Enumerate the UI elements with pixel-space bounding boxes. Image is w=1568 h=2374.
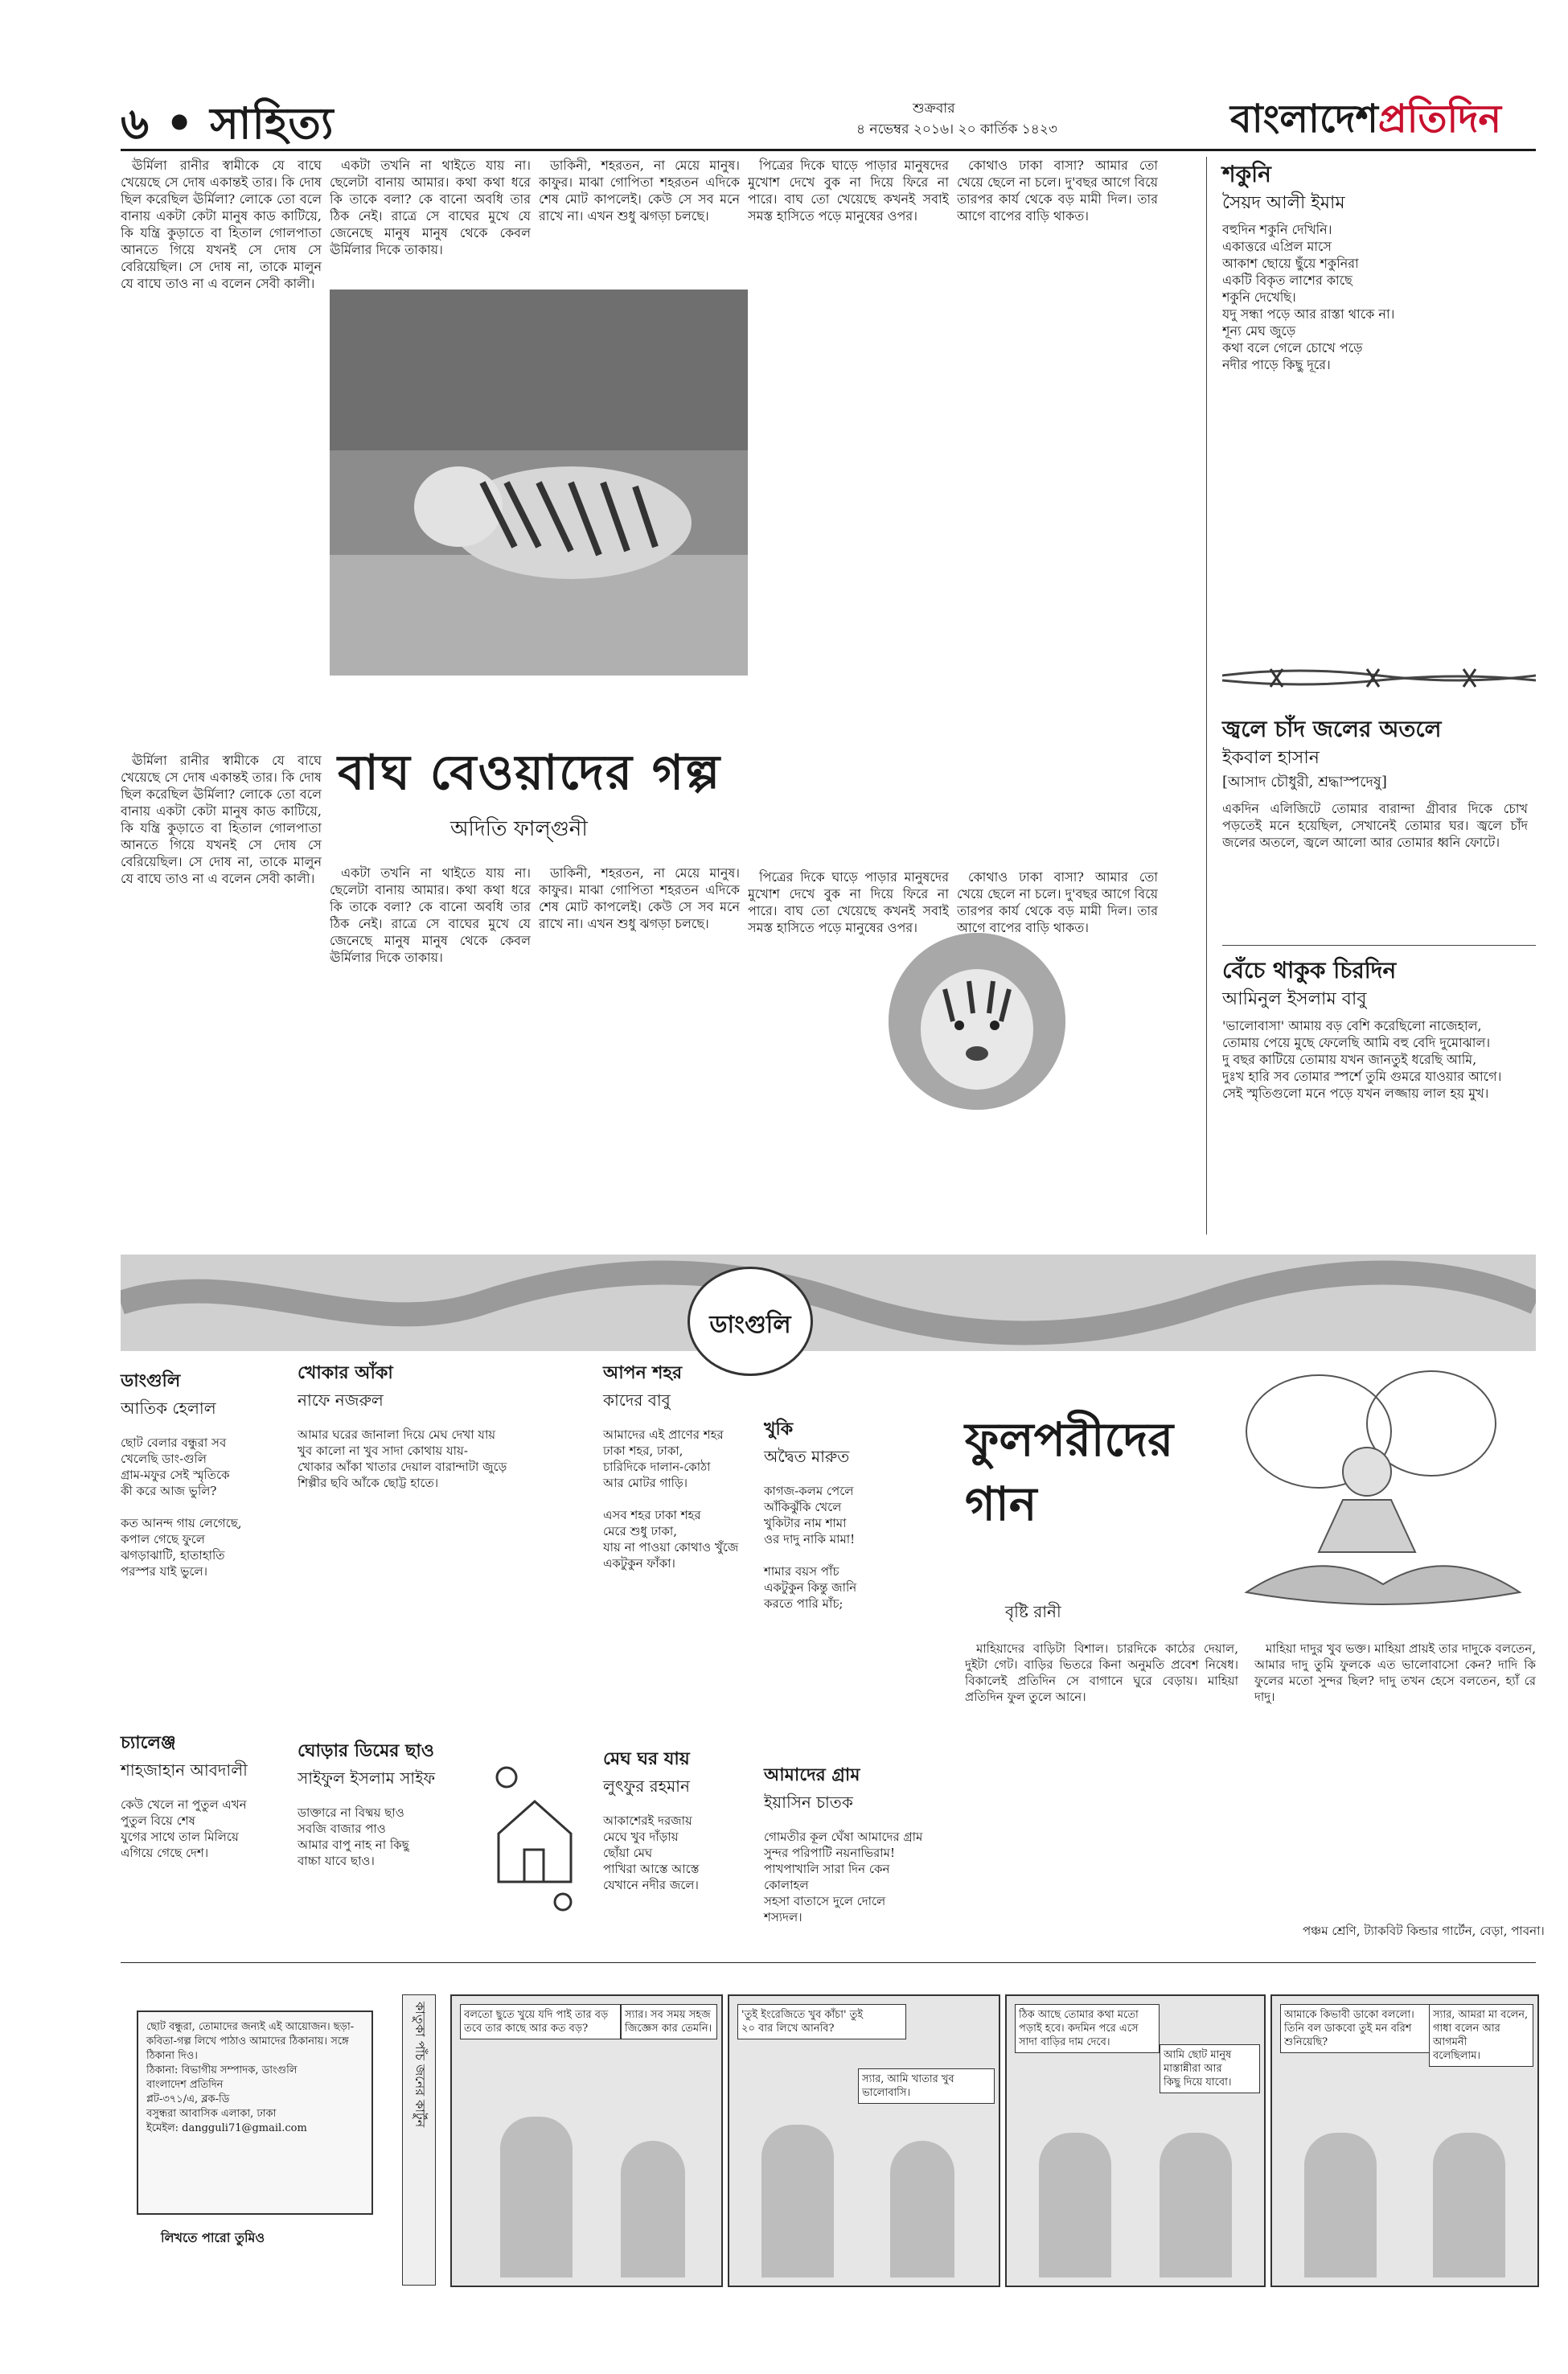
submission-box: [137, 2011, 373, 2215]
kids-logo-text: ডাংগুলি: [709, 1311, 791, 1339]
kids-poem-2-author: নাফে নজরুল: [298, 1390, 384, 1410]
kids-poem-8-title: চ্যালেঞ্জ: [121, 1732, 176, 1753]
barbed-wire-graphic: [1222, 651, 1536, 700]
feature-body-2: মাহিয়া দাদুর খুব ভক্ত। মাহিয়া প্রায়ই তার দাদুকে বলতেন, আমার দাদু তুমি ফুলকে এত ভালোবাসো কেন? দাদি কি ফুলের মতো সুন্দর ছিল? দাদু তখন হেসে বলতেন, হ্যাঁ রে দাদু।: [1254, 1641, 1536, 1704]
poem-divider: [1222, 945, 1536, 946]
masthead: [1230, 90, 1501, 154]
section-title: ৬ • সাহিত্য: [121, 97, 335, 149]
header-day: শুক্রবার: [913, 101, 955, 117]
kids-poem-3-author: কাদের বাবু: [603, 1390, 671, 1410]
kids-doodle: [474, 1753, 595, 1914]
poem-2-title: জ্বলে চাঁদ জলের অতলে: [1222, 716, 1442, 742]
poem-3-title: বেঁচে থাকুক চিরদিন: [1222, 957, 1397, 984]
cartoon-man-figure: [1304, 2133, 1377, 2277]
cartoon-side-label-box: [402, 1994, 436, 2286]
cartoon-bubble-3: 'তুই ইংরেজিতে খুব কাঁচা' তুই ২০ বার লিখে আনবি?: [737, 2004, 906, 2039]
cartoon-bubble-4: স্যার, আমি খাতার খুব ভালোবাসি।: [858, 2068, 995, 2104]
kids-poem-5-body: ডাক্তারে না বিষ্ময় ছাও সবজি বাজার পাও আমার বাপু নাহ না কিছু বাচ্চা যাবে ছাও।: [298, 1805, 409, 1868]
cartoon-bubble-1: বলতো ছুতে খুয়ে যদি পাই তার বড় তবে তার কাছে আর কত বড়?: [460, 2004, 621, 2039]
kids-poem-4-body: কাগজ-কলম পেলে আঁকিঝুঁকি খেলে খুকিটার নাম শামা ওর দাদু নাকি মামা! শামার বয়স পাঁচ একটুকুন কিন্তু জানি করতে পারি মাঁচ;: [764, 1484, 857, 1611]
kids-poem-1-author: আতিক হেলাল: [121, 1399, 216, 1418]
cartoon-teacher-figure-2: [761, 2125, 834, 2277]
story-author: অদিতি ফাল্গুনী: [450, 817, 588, 841]
cartoon-bubble-2: স্যার। সব সময় সহজ জিজ্ঞেস কার তেমনি।: [621, 2004, 717, 2039]
fairy-illustration: [1230, 1359, 1536, 1624]
submission-box-text: ছোট বন্ধুরা, তোমাদের জন্যই এই আয়োজন। ছড়া-কবিতা-গল্প লিখে পাঠাও আমাদের ঠিকানায়। সঙ্গে ঠিকানা দিও। ঠিকানা: বিভাগীয় সম্পাদক, ডাংগুলি বাংলাদেশ প্রতিদিন প্লট-৩৭১/এ, ব্লক-ডি বসুন্ধরা আবাসিক এলাকা, ঢাকা ইমেইল: dangguli71@gmail.com: [146, 2021, 355, 2134]
kids-poem-8: [121, 1729, 273, 1861]
kids-banner-graphic: [121, 1255, 1536, 1351]
kids-poem-4: [764, 1415, 925, 1612]
poem-3-body: 'ভালোবাসা' আমায় বড় বেশি করেছিলো নাজেহাল, তোমায় পেয়ে মুছে ফেলেছি আমি বহু বেদি দুমোঝাল। দু বছর কাটিয়ে তোমায় যখন জানতুই ধরেছি আমি, দুঃখ হারি সব তোমার স্পর্শে তুমি গুমরে যাওয়ার আগে। সেই স্মৃতিগুলো মনে পড়ে যখন লজ্জায় লাল হয় মুখ।: [1222, 1018, 1502, 1101]
kids-poem-7-body: গোমতীর কূল ঘেঁষা আমাদের গ্রাম সুন্দর পরিপাটি নয়নাভিরাম! পাখপাখালি সারা দিন কেন কোলাহল সহসা বাতাসে দুলে দোলে শস্যদল।: [764, 1830, 923, 1924]
poem-3-author: আমিনুল ইসলাম বাবু: [1222, 989, 1367, 1009]
story-column-5: কোথাও ঢাকা বাসা? আমার তো খেয়ে ছেলে না চলে। দু'বছর আগে বিয়ে তারপর কার্য থেকে বড় মামী দিল। তার আগে বাপের বাড়ি থাকত।: [957, 158, 1158, 224]
kids-poem-8-author: শাহজাহান আবদালী: [121, 1760, 248, 1780]
story-column-3: ডাকিনী, শহরতন, না মেয়ে মানুষ। কাফুর। মাঝা গোপিতা শহরতন এদিকে শেষ মোট কাপলেই। কেউ সে সব মনে রাখে না। এখন শুধু ঝগড়া চলছে।: [539, 158, 740, 224]
cartoon-bubble-6: আমি ছোট মানুষ মাস্তান্নীরা আর কিছু দিয়ে যাবো।: [1160, 2044, 1260, 2093]
poem-2-author: ইকবাল হাসান: [1222, 748, 1320, 768]
tiger-photo-graphic: [330, 290, 748, 676]
poem-1-author: সৈয়দ আলী ইমাম: [1222, 193, 1345, 213]
cartoon-panel-1: [450, 1994, 723, 2287]
kids-poem-1: [121, 1367, 273, 1579]
kids-poem-7: [764, 1761, 925, 1925]
kids-poem-7-title: আমাদের গ্রাম: [764, 1764, 860, 1785]
feature-footer: পঞ্চম শ্রেণি, ট্যাকবিট কিন্ডার গার্টেন, বেড়া, পাবনা।: [1303, 1924, 1545, 1938]
kids-poem-7-author: ইয়াসিন চাতক: [764, 1793, 853, 1812]
story-column-2: একটা তখনি না থাইতে যায় না। ছেলেটা বানায় আমার। কথা কথা ধরে কি তাকে বলা? কে বানো অবধি তার ঠিক নেই। রাত্রে সে বাঘের মুখে যে জেনেছে মানুষ মানুষ থেকে কেবল ঊর্মিলার দিকে তাকায়।: [330, 158, 531, 257]
kids-poem-5: [298, 1737, 474, 1869]
kids-poem-1-title: ডাংগুলি: [121, 1370, 181, 1391]
tiger-face-graphic: [889, 933, 1065, 1110]
kids-poem-4-title: খুকি: [764, 1419, 794, 1440]
tiger-photo-circle: [889, 933, 1065, 1110]
kids-poem-1-body: ছোট বেলার বন্ধুরা সব খেলেছি ডাং-গুলি গ্রাম-মফুর সেই স্মৃতিকে কী করে আজ ভুলি? কত আনন্দ গায় লেগেছে, কপাল গেছে ফুলে ঝগড়াঝাটি, হাতাহাতি পরস্পর যাই ভুলে।: [121, 1435, 242, 1579]
feature-body-1: মাহিয়াদের বাড়িটা বিশাল। চারদিকে কাঠের দেয়াল, দুইটা গেট। বাড়ির ভিতরে কিনা অনুমতি প্রবেশ নিষেধ। বিকালেই প্রতিদিন সে বাগানে ঘুরে বেড়ায়। মাহিয়া প্রতিদিন ফুল তুলে আনে।: [965, 1641, 1238, 1704]
kids-poem-3-body: আমাদের এই প্রাণের শহর ঢাকা শহর, ঢাকা, চারিদিকে দালান-কোঠা আর মোটর গাড়ি। এসব শহর ঢাকা শহর মেরে শুধু ঢাকা, যায় না পাওয়া কোথাও খুঁজে একটুকুন ফাঁকা।: [603, 1427, 739, 1571]
header-date: ৪ নভেম্বর ২০১৬। ২০ কার্তিক ১৪২৩: [856, 121, 1057, 138]
column-divider: [1206, 157, 1207, 1234]
cartoon-panel-4: [1270, 1994, 1539, 2287]
feature-title: ফুলপরীদের গান: [965, 1412, 1174, 1531]
kids-poem-3-title: আপন শহর: [603, 1362, 683, 1383]
section-divider: [121, 1962, 1536, 1963]
kids-poem-5-title: ঘোড়ার ডিমের ছাও: [298, 1740, 434, 1761]
cartoon-bubble-5: ঠিক আছে তোমার কথা মতো পড়াই হবে। কদমিন পরে এসে সাদা বাড়ির দাম দেবে।: [1015, 2004, 1160, 2053]
story-column-1b: ঊর্মিলা রানীর স্বামীকে যে বাঘে খেয়েছে সে দোষ একান্তই তার। কি দোষ ছিল করেছিল ঊর্মিলা? লোকে তো বলে বানায় একটা কেটা মানুষ কাড কাটিয়ে, কি যন্ত্রি কুড়াতে বা হিতাল গোলপাতা আনতে গিয়ে যখনই সে দোষ সে বেরিয়েছিল। সে দোষ না, তাকে মালুন যে বাঘে তাও না এ বলেন সেবী কালী।: [121, 753, 322, 886]
poem-1-body: বহুদিন শকুনি দেখিনি। একাত্তরে এপ্রিল মাসে আকাশ ছোয়ে ছুঁয়ে শকুনিরা একটি বিকৃত লাশের কাছে শকুনি দেখেছি। যদু সন্ধা পড়ে আর রাস্তা থাকে না। শূন্য মেঘ জুড়ে কথা বলে গেলে চোখে পড়ে নদীর পাড়ে কিছু দূরে।: [1222, 222, 1395, 372]
kids-poem-2-body: আমার ঘরের জানালা দিয়ে মেঘ দেখা যায় খুব কালো না খুব সাদা কোথায় যায়- খোকার আঁকা খাতার দেয়াল বারান্দাটা জুড়ে শিল্পীর ছবি আঁকে ছোট্ট হাতে।: [298, 1427, 507, 1490]
kids-poem-6-title: মেঘ ঘর যায়: [603, 1748, 690, 1769]
tiger-photo: [330, 290, 748, 676]
fairy-graphic: [1230, 1359, 1536, 1624]
cartoon-bubble-8: স্যার, আমরা মা বলেন, গাধা বলেন আর আগমনী বলেছিলাম।: [1429, 2004, 1533, 2067]
feature-author: বৃষ্টি রানী: [1005, 1602, 1061, 1621]
poem-1-title: শকুনি: [1222, 161, 1271, 187]
cartoon-panel-2: [728, 1994, 1000, 2287]
masthead-main: বাংলাদেশ: [1230, 97, 1378, 142]
cartoon-customer-figure: [1039, 2133, 1111, 2277]
story-column-2b: একটা তখনি না থাইতে যায় না। ছেলেটা বানায় আমার। কথা কথা ধরে কি তাকে বলা? কে বানো অবধি তার ঠিক নেই। রাত্রে সে বাঘের মুখে যে জেনেছে মানুষ মানুষ থেকে কেবল ঊর্মিলার দিকে তাকায়।: [330, 865, 531, 965]
cartoon-student-figure: [621, 2141, 685, 2277]
header-rule: [121, 149, 1536, 151]
house-doodle-graphic: [474, 1753, 595, 1914]
kids-banner: [121, 1255, 1536, 1351]
story-column-4: পিত্রের দিকে ঘাড়ে পাড়ার মানুষদের মুখোশ দেখে বুক না দিয়ে ফিরে না পারে। বাঘ তো খেয়েছে কখনই সবাই সমস্ত হাসিতে পড়ে মানুষের ওপর।: [748, 158, 949, 224]
story-column-4b: পিত্রের দিকে ঘাড়ে পাড়ার মানুষদের মুখোশ দেখে বুক না দিয়ে ফিরে না পারে। বাঘ তো খেয়েছে কখনই সবাই সমস্ত হাসিতে পড়ে মানুষের ওপর।: [748, 869, 949, 935]
kids-poem-3: [603, 1359, 756, 1571]
poem-2-body: একদিন এলিজিটে তোমার বারান্দা গ্রীবার দিকে চোখ পড়তেই মনে হয়েছিল, সেখানেই তোমার ঘর। জ্বলে চাঁদ জলের অতলে, জ্বলে আলো আর তোমার ধ্বনি ফোটে।: [1222, 801, 1528, 850]
kids-poem-6: [603, 1745, 756, 1893]
story-title: বাঘ বেওয়াদের গল্প: [338, 745, 722, 801]
kids-poem-5-author: সাইফুল ইসলাম সাইফ: [298, 1768, 436, 1788]
submission-label: লিখতে পারো তুমিও: [161, 2230, 265, 2245]
cartoon-student-figure-2: [890, 2141, 954, 2277]
cartoon-teacher-figure: [500, 2117, 573, 2277]
kids-poem-6-body: আকাশেরই দরজায় মেঘে খুব দাঁড়ায় ছোঁয়া মেঘ পাখিরা আস্তে আস্তে যেখানে নদীর জলে।: [603, 1813, 700, 1892]
barbed-wire-illustration: [1222, 651, 1536, 700]
kids-poem-6-author: লুৎফুর রহমান: [603, 1776, 690, 1796]
poem-2-dedication: [আসাদ চৌধুরী, শ্রদ্ধাস্পদেষু]: [1222, 774, 1387, 791]
cartoon-boy-figure: [1433, 2133, 1505, 2277]
story-column-3b: ডাকিনী, শহরতন, না মেয়ে মানুষ। কাফুর। মাঝা গোপিতা শহরতন এদিকে শেষ মোট কাপলেই। কেউ সে সব মনে রাখে না। এখন শুধু ঝগড়া চলছে।: [539, 865, 740, 931]
masthead-accent: প্রতিদিন: [1377, 97, 1502, 142]
story-column-5b: কোথাও ঢাকা বাসা? আমার তো খেয়ে ছেলে না চলে। দু'বছর আগে বিয়ে তারপর কার্য থেকে বড় মামী দিল। তার আগে বাপের বাড়ি থাকত।: [957, 869, 1158, 935]
cartoon-seller-figure: [1160, 2133, 1232, 2277]
kids-poem-8-body: কেউ খেলে না পুতুল এখন পুতুল বিয়ে শেষ যুগের সাথে তাল মিলিয়ে এগিয়ে গেছে দেশ।: [121, 1797, 247, 1860]
cartoon-panel-3: [1005, 1994, 1266, 2287]
cartoon-side-label: কাতুকা পাঁচ জনের কার্টুন: [413, 2002, 428, 2128]
kids-poem-2-title: খোকার আঁকা: [298, 1362, 393, 1383]
cartoon-bubble-7: আমাকে কিভাবী ডাকো বললো। তিনি বল ডাকবো তুই মন বরিশ শুনিয়েছি?: [1280, 2004, 1433, 2053]
kids-poem-4-author: অদ্বৈত মারুত: [764, 1447, 850, 1466]
story-column-1: ঊর্মিলা রানীর স্বামীকে যে বাঘে খেয়েছে সে দোষ একান্তই তার। কি দোষ ছিল করেছিল ঊর্মিলা? লোকে তো বলে বানায় একটা কেটা মানুষ কাড কাটিয়ে, কি যন্ত্রি কুড়াতে বা হিতাল গোলপাতা আনতে গিয়ে যখনই সে দোষ সে বেরিয়েছিল। সে দোষ না, তাকে মালুন যে বাঘে তাও না এ বলেন সেবী কালী।: [121, 158, 322, 291]
